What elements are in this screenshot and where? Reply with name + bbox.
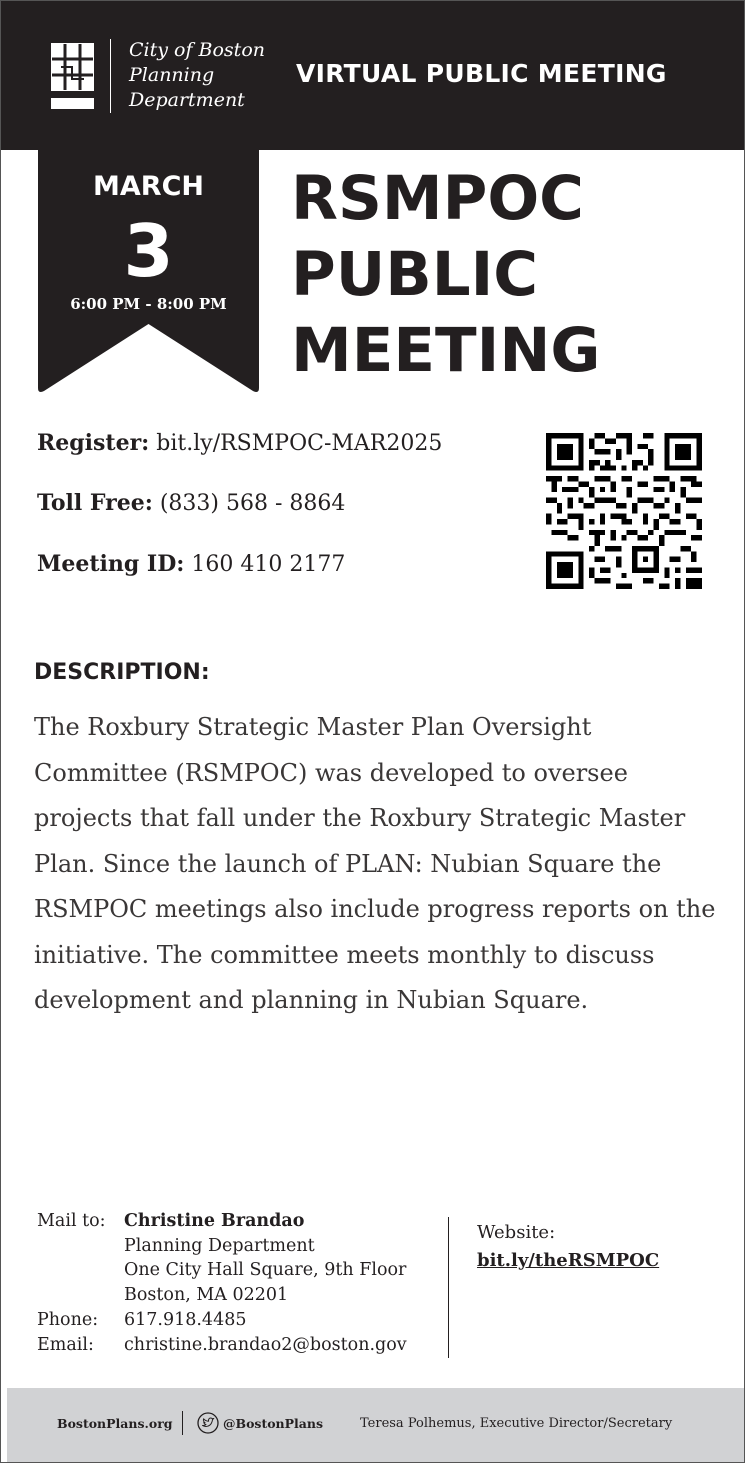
description-heading: DESCRIPTION: [34, 660, 210, 685]
meeting-title-line-3: MEETING [291, 315, 601, 386]
mail-label: Mail to: [37, 1211, 106, 1231]
contact-divider [448, 1217, 449, 1358]
contact-name: Christine Brandao [124, 1211, 305, 1231]
org-line-2: Planning [129, 64, 215, 86]
footer-director: Teresa Polhemus, Executive Director/Secretary [360, 1416, 673, 1431]
org-line-1: City of Boston [129, 39, 265, 61]
qr-code[interactable] [546, 433, 702, 589]
footer-site-link[interactable]: BostonPlans.org [57, 1416, 173, 1431]
date-time: 6:00 PM - 8:00 PM [70, 295, 227, 313]
address-line-2: One City Hall Square, 9th Floor [124, 1260, 407, 1281]
footer-divider [182, 1411, 183, 1435]
org-line-3: Department [129, 89, 245, 111]
logo-divider [110, 39, 111, 113]
contact-block [37, 1209, 407, 1357]
toll-free-line [37, 490, 345, 516]
address-line-1: Planning Department [124, 1235, 315, 1256]
email-label: Email: [37, 1334, 94, 1355]
register-line [37, 430, 442, 456]
phone-label: Phone: [37, 1309, 99, 1330]
twitter-icon [197, 1412, 219, 1434]
city-hall-logo-icon [51, 43, 94, 109]
address-line-3: Boston, MA 02201 [124, 1285, 289, 1306]
phone-value: 617.918.4485 [124, 1309, 247, 1330]
register-link[interactable]: bit.ly/RSMPOC-MAR2025 [156, 431, 443, 456]
meeting-id-line [37, 551, 345, 577]
date-month: MARCH [93, 171, 204, 202]
meeting-id-value: 160 410 2177 [191, 552, 346, 577]
website-link[interactable]: bit.ly/theRSMPOC [477, 1250, 660, 1271]
website-block [477, 1219, 659, 1275]
meeting-title [291, 161, 600, 389]
header-bar [1, 1, 744, 150]
toll-free-label: Toll Free: [37, 490, 153, 516]
email-value[interactable]: christine.brandao2@boston.gov [124, 1334, 407, 1355]
meeting-id-label: Meeting ID: [37, 551, 185, 577]
register-label: Register: [37, 430, 150, 456]
meeting-title-line-1: RSMPOC [291, 163, 584, 234]
description-body: The Roxbury Strategic Master Plan Oversight Committee (RSMPOC) was developed to oversee projects that fall under the Roxbury Strategic Master Plan. Since the launch of PLAN: Nubian Square the RSMPOC meetings also include progress reports on the initiative. The committee meets monthly to discuss development and planning in Nubian Square. [34, 713, 716, 1014]
org-name [129, 38, 265, 113]
footer-bar [7, 1388, 744, 1462]
header-title: VIRTUAL PUBLIC MEETING [296, 59, 667, 88]
website-label: Website: [477, 1222, 556, 1243]
date-day: 3 [123, 209, 174, 293]
toll-free-number: (833) 568 - 8864 [159, 491, 346, 516]
meeting-title-line-2: PUBLIC [291, 239, 539, 310]
footer-social-handle[interactable]: @BostonPlans [223, 1416, 324, 1431]
